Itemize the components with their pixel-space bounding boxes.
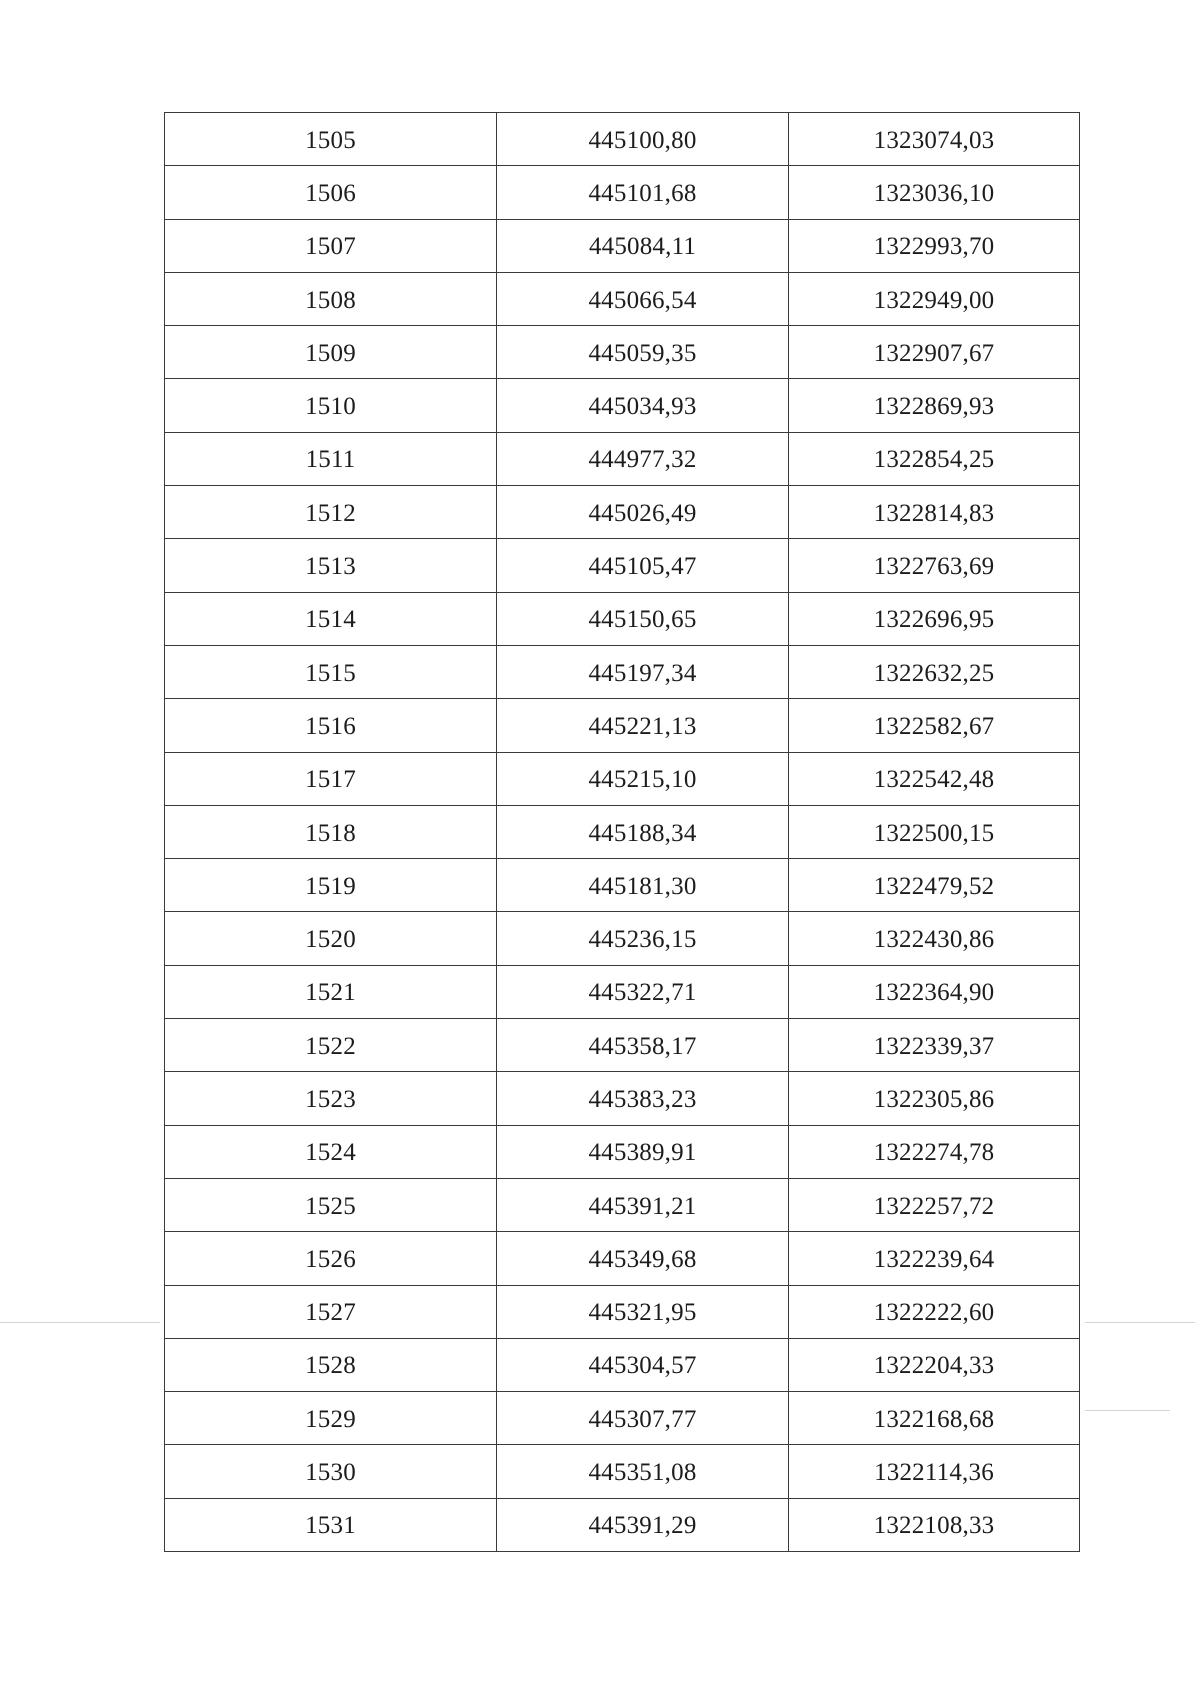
point-number-cell: 1520 xyxy=(165,912,497,965)
table-row xyxy=(165,113,1080,166)
y-coordinate-cell: 1322239,64 xyxy=(789,1232,1080,1285)
coordinates-table-body xyxy=(165,113,1080,1552)
x-coordinate-cell: 445026,49 xyxy=(497,486,789,539)
y-coordinate-cell: 1322479,52 xyxy=(789,859,1080,912)
point-number-cell: 1527 xyxy=(165,1285,497,1338)
point-number-cell: 1506 xyxy=(165,166,497,219)
scan-artifact xyxy=(0,1322,160,1323)
table-row xyxy=(165,379,1080,432)
x-coordinate-cell: 445307,77 xyxy=(497,1392,789,1445)
point-number-cell: 1508 xyxy=(165,272,497,325)
x-coordinate-cell: 445188,34 xyxy=(497,805,789,858)
scan-artifact xyxy=(1085,1322,1195,1323)
y-coordinate-cell: 1322632,25 xyxy=(789,645,1080,698)
x-coordinate-cell: 445059,35 xyxy=(497,326,789,379)
table-row xyxy=(165,272,1080,325)
x-coordinate-cell: 445351,08 xyxy=(497,1445,789,1498)
table-row xyxy=(165,1285,1080,1338)
table-row xyxy=(165,1125,1080,1178)
point-number-cell: 1510 xyxy=(165,379,497,432)
y-coordinate-cell: 1322108,33 xyxy=(789,1498,1080,1551)
table-row xyxy=(165,859,1080,912)
y-coordinate-cell: 1322907,67 xyxy=(789,326,1080,379)
y-coordinate-cell: 1322339,37 xyxy=(789,1019,1080,1072)
x-coordinate-cell: 445358,17 xyxy=(497,1019,789,1072)
point-number-cell: 1526 xyxy=(165,1232,497,1285)
table-row xyxy=(165,486,1080,539)
coordinates-table xyxy=(164,112,1080,1552)
x-coordinate-cell: 445389,91 xyxy=(497,1125,789,1178)
y-coordinate-cell: 1323074,03 xyxy=(789,113,1080,166)
table-row xyxy=(165,326,1080,379)
table-row xyxy=(165,805,1080,858)
table-row xyxy=(165,965,1080,1018)
table-row xyxy=(165,166,1080,219)
y-coordinate-cell: 1322696,95 xyxy=(789,592,1080,645)
y-coordinate-cell: 1322168,68 xyxy=(789,1392,1080,1445)
y-coordinate-cell: 1322500,15 xyxy=(789,805,1080,858)
x-coordinate-cell: 445066,54 xyxy=(497,272,789,325)
table-row xyxy=(165,699,1080,752)
point-number-cell: 1522 xyxy=(165,1019,497,1072)
x-coordinate-cell: 445391,21 xyxy=(497,1178,789,1231)
y-coordinate-cell: 1322854,25 xyxy=(789,432,1080,485)
point-number-cell: 1525 xyxy=(165,1178,497,1231)
point-number-cell: 1514 xyxy=(165,592,497,645)
x-coordinate-cell: 445349,68 xyxy=(497,1232,789,1285)
table-row xyxy=(165,432,1080,485)
table-row xyxy=(165,1392,1080,1445)
y-coordinate-cell: 1322364,90 xyxy=(789,965,1080,1018)
y-coordinate-cell: 1322993,70 xyxy=(789,219,1080,272)
point-number-cell: 1519 xyxy=(165,859,497,912)
y-coordinate-cell: 1322430,86 xyxy=(789,912,1080,965)
point-number-cell: 1531 xyxy=(165,1498,497,1551)
point-number-cell: 1513 xyxy=(165,539,497,592)
y-coordinate-cell: 1322949,00 xyxy=(789,272,1080,325)
point-number-cell: 1521 xyxy=(165,965,497,1018)
point-number-cell: 1524 xyxy=(165,1125,497,1178)
y-coordinate-cell: 1322204,33 xyxy=(789,1338,1080,1391)
point-number-cell: 1512 xyxy=(165,486,497,539)
y-coordinate-cell: 1322305,86 xyxy=(789,1072,1080,1125)
y-coordinate-cell: 1322274,78 xyxy=(789,1125,1080,1178)
table-row xyxy=(165,1445,1080,1498)
x-coordinate-cell: 445304,57 xyxy=(497,1338,789,1391)
table-row xyxy=(165,1338,1080,1391)
point-number-cell: 1509 xyxy=(165,326,497,379)
scan-artifact xyxy=(1085,1410,1170,1411)
table-row xyxy=(165,752,1080,805)
point-number-cell: 1516 xyxy=(165,699,497,752)
y-coordinate-cell: 1322257,72 xyxy=(789,1178,1080,1231)
table-row xyxy=(165,1072,1080,1125)
point-number-cell: 1511 xyxy=(165,432,497,485)
table-row xyxy=(165,1178,1080,1231)
x-coordinate-cell: 445181,30 xyxy=(497,859,789,912)
table-row xyxy=(165,219,1080,272)
x-coordinate-cell: 445322,71 xyxy=(497,965,789,1018)
point-number-cell: 1528 xyxy=(165,1338,497,1391)
point-number-cell: 1529 xyxy=(165,1392,497,1445)
x-coordinate-cell: 444977,32 xyxy=(497,432,789,485)
x-coordinate-cell: 445321,95 xyxy=(497,1285,789,1338)
y-coordinate-cell: 1322222,60 xyxy=(789,1285,1080,1338)
table-row xyxy=(165,645,1080,698)
y-coordinate-cell: 1322582,67 xyxy=(789,699,1080,752)
x-coordinate-cell: 445150,65 xyxy=(497,592,789,645)
point-number-cell: 1518 xyxy=(165,805,497,858)
x-coordinate-cell: 445221,13 xyxy=(497,699,789,752)
x-coordinate-cell: 445383,23 xyxy=(497,1072,789,1125)
x-coordinate-cell: 445236,15 xyxy=(497,912,789,965)
point-number-cell: 1523 xyxy=(165,1072,497,1125)
table-row xyxy=(165,1019,1080,1072)
x-coordinate-cell: 445105,47 xyxy=(497,539,789,592)
point-number-cell: 1505 xyxy=(165,113,497,166)
y-coordinate-cell: 1322763,69 xyxy=(789,539,1080,592)
y-coordinate-cell: 1322869,93 xyxy=(789,379,1080,432)
x-coordinate-cell: 445100,80 xyxy=(497,113,789,166)
x-coordinate-cell: 445197,34 xyxy=(497,645,789,698)
y-coordinate-cell: 1323036,10 xyxy=(789,166,1080,219)
y-coordinate-cell: 1322542,48 xyxy=(789,752,1080,805)
table-row xyxy=(165,539,1080,592)
x-coordinate-cell: 445101,68 xyxy=(497,166,789,219)
point-number-cell: 1530 xyxy=(165,1445,497,1498)
x-coordinate-cell: 445215,10 xyxy=(497,752,789,805)
table-row xyxy=(165,1498,1080,1551)
y-coordinate-cell: 1322814,83 xyxy=(789,486,1080,539)
point-number-cell: 1515 xyxy=(165,645,497,698)
x-coordinate-cell: 445034,93 xyxy=(497,379,789,432)
point-number-cell: 1517 xyxy=(165,752,497,805)
x-coordinate-cell: 445084,11 xyxy=(497,219,789,272)
table-row xyxy=(165,912,1080,965)
point-number-cell: 1507 xyxy=(165,219,497,272)
x-coordinate-cell: 445391,29 xyxy=(497,1498,789,1551)
y-coordinate-cell: 1322114,36 xyxy=(789,1445,1080,1498)
table-row xyxy=(165,1232,1080,1285)
table-row xyxy=(165,592,1080,645)
